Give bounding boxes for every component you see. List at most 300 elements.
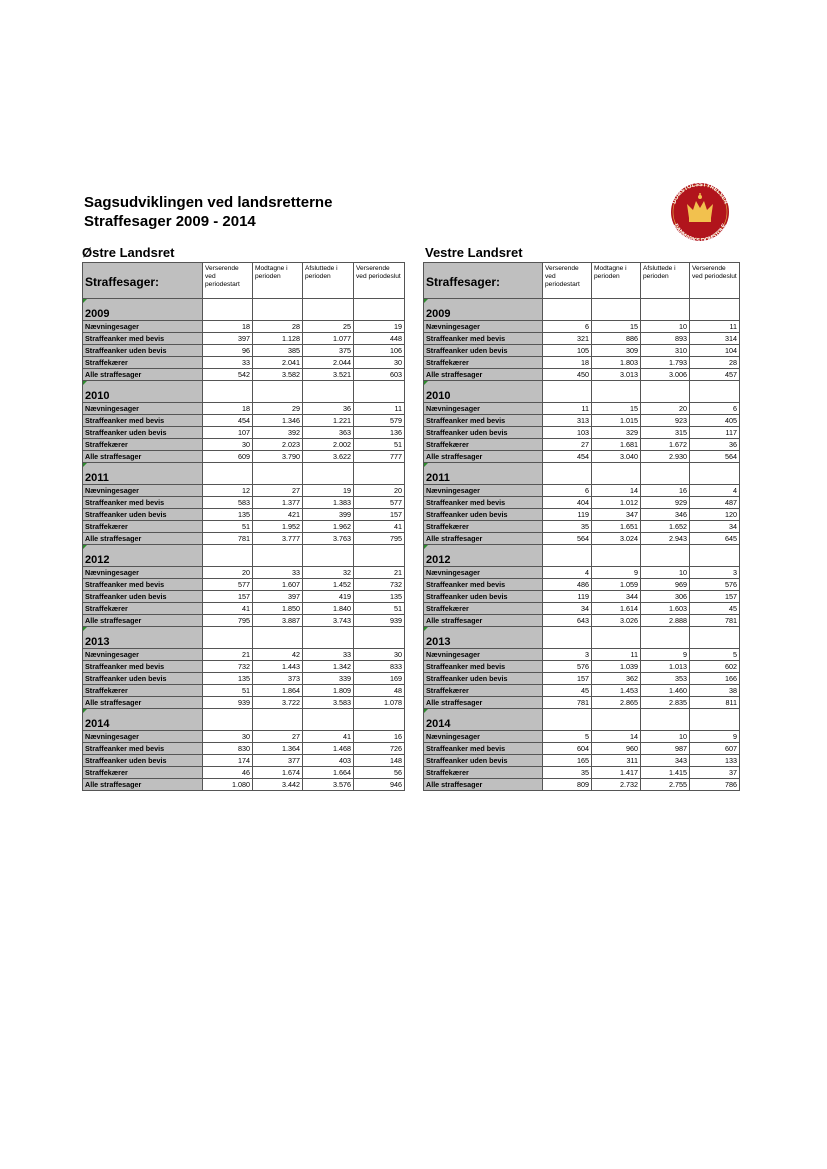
- empty-cell: [592, 463, 641, 485]
- value-cell: 311: [592, 755, 641, 767]
- value-cell: 362: [592, 673, 641, 685]
- value-cell: 1.672: [641, 439, 690, 451]
- value-cell: 20: [354, 485, 405, 497]
- empty-cell: [354, 463, 405, 485]
- year-label: 2009: [83, 299, 203, 321]
- value-cell: 1.664: [303, 767, 354, 779]
- empty-cell: [641, 545, 690, 567]
- value-cell: 27: [253, 731, 303, 743]
- empty-cell: [303, 299, 354, 321]
- value-cell: 329: [592, 427, 641, 439]
- table-row: [424, 685, 740, 697]
- value-cell: 46: [203, 767, 253, 779]
- value-cell: 1.962: [303, 521, 354, 533]
- value-cell: 833: [354, 661, 405, 673]
- value-cell: 6: [543, 321, 592, 333]
- table-row: [424, 697, 740, 709]
- row-label: Nævningesager: [83, 321, 203, 333]
- table-row: [83, 603, 405, 615]
- value-cell: 1.651: [592, 521, 641, 533]
- row-label: Straffekærer: [424, 767, 543, 779]
- empty-cell: [303, 627, 354, 649]
- row-label: Straffekærer: [424, 603, 543, 615]
- empty-cell: [203, 709, 253, 731]
- column-header: Modtagne i perioden: [592, 263, 641, 299]
- value-cell: 1.078: [354, 697, 405, 709]
- table-row: [424, 731, 740, 743]
- value-cell: 106: [354, 345, 405, 357]
- value-cell: 3.442: [253, 779, 303, 791]
- value-cell: 385: [253, 345, 303, 357]
- empty-cell: [253, 709, 303, 731]
- table-row: [83, 615, 405, 627]
- value-cell: 487: [690, 497, 740, 509]
- table-row: [424, 345, 740, 357]
- value-cell: 3.582: [253, 369, 303, 381]
- value-cell: 169: [354, 673, 405, 685]
- value-cell: 1.607: [253, 579, 303, 591]
- value-cell: 3.583: [303, 697, 354, 709]
- value-cell: 1.674: [253, 767, 303, 779]
- value-cell: 5: [543, 731, 592, 743]
- value-cell: 15: [592, 321, 641, 333]
- value-cell: 564: [543, 533, 592, 545]
- value-cell: 1.059: [592, 579, 641, 591]
- value-cell: 929: [641, 497, 690, 509]
- empty-cell: [543, 299, 592, 321]
- value-cell: 6: [690, 403, 740, 415]
- value-cell: 1.864: [253, 685, 303, 697]
- value-cell: 1.417: [592, 767, 641, 779]
- value-cell: 987: [641, 743, 690, 755]
- value-cell: 1.652: [641, 521, 690, 533]
- table-row: [83, 497, 405, 509]
- year-row: [424, 381, 740, 403]
- table-row: [83, 439, 405, 451]
- value-cell: 781: [690, 615, 740, 627]
- value-cell: 604: [543, 743, 592, 755]
- value-cell: 105: [543, 345, 592, 357]
- value-cell: 96: [203, 345, 253, 357]
- value-cell: 1.015: [592, 415, 641, 427]
- value-cell: 14: [592, 485, 641, 497]
- value-cell: 343: [641, 755, 690, 767]
- table-row: [424, 509, 740, 521]
- value-cell: 1.840: [303, 603, 354, 615]
- value-cell: 1.012: [592, 497, 641, 509]
- value-cell: 577: [354, 497, 405, 509]
- value-cell: 3.026: [592, 615, 641, 627]
- value-cell: 51: [354, 439, 405, 451]
- value-cell: 421: [253, 509, 303, 521]
- value-cell: 14: [592, 731, 641, 743]
- empty-cell: [592, 627, 641, 649]
- year-row: [83, 299, 405, 321]
- empty-cell: [303, 709, 354, 731]
- row-label: Straffeanker med bevis: [424, 661, 543, 673]
- table-row: [83, 649, 405, 661]
- empty-cell: [253, 463, 303, 485]
- value-cell: 1.377: [253, 497, 303, 509]
- value-cell: 347: [592, 509, 641, 521]
- value-cell: 732: [354, 579, 405, 591]
- value-cell: 41: [354, 521, 405, 533]
- column-header: Verserende ved periodestart: [203, 263, 253, 299]
- row-label: Straffeanker med bevis: [83, 497, 203, 509]
- row-label: Straffeanker med bevis: [424, 333, 543, 345]
- value-cell: 373: [253, 673, 303, 685]
- table-row: [83, 345, 405, 357]
- value-cell: 33: [203, 357, 253, 369]
- value-cell: 2.023: [253, 439, 303, 451]
- table-row: [83, 579, 405, 591]
- table-row: [424, 533, 740, 545]
- empty-cell: [354, 299, 405, 321]
- value-cell: 310: [641, 345, 690, 357]
- value-cell: 9: [641, 649, 690, 661]
- column-header: Afsluttede i perioden: [641, 263, 690, 299]
- value-cell: 19: [303, 485, 354, 497]
- empty-cell: [203, 299, 253, 321]
- value-cell: 3.040: [592, 451, 641, 463]
- year-label: 2013: [83, 627, 203, 649]
- value-cell: 30: [354, 357, 405, 369]
- value-cell: 795: [203, 615, 253, 627]
- value-cell: 29: [253, 403, 303, 415]
- value-cell: 2.835: [641, 697, 690, 709]
- table-row: [83, 755, 405, 767]
- value-cell: 3.013: [592, 369, 641, 381]
- table-row: [83, 661, 405, 673]
- column-label: Straffesager:: [424, 263, 543, 299]
- row-label: Straffeanker uden bevis: [83, 345, 203, 357]
- year-label: 2013: [424, 627, 543, 649]
- empty-cell: [641, 299, 690, 321]
- value-cell: 939: [354, 615, 405, 627]
- table-row: [83, 369, 405, 381]
- value-cell: 346: [641, 509, 690, 521]
- value-cell: 1.614: [592, 603, 641, 615]
- value-cell: 946: [354, 779, 405, 791]
- value-cell: 41: [303, 731, 354, 743]
- value-cell: 11: [543, 403, 592, 415]
- value-cell: 397: [203, 333, 253, 345]
- value-cell: 51: [354, 603, 405, 615]
- value-cell: 309: [592, 345, 641, 357]
- value-cell: 18: [203, 321, 253, 333]
- row-label: Straffekærer: [83, 685, 203, 697]
- value-cell: 120: [690, 509, 740, 521]
- value-cell: 576: [543, 661, 592, 673]
- value-cell: 157: [203, 591, 253, 603]
- table-row: [424, 755, 740, 767]
- row-label: Alle straffesager: [83, 779, 203, 791]
- row-label: Straffeanker med bevis: [83, 743, 203, 755]
- table-row: [83, 403, 405, 415]
- value-cell: 1.603: [641, 603, 690, 615]
- table-row: [424, 567, 740, 579]
- value-cell: 148: [354, 755, 405, 767]
- value-cell: 34: [690, 521, 740, 533]
- value-cell: 1.468: [303, 743, 354, 755]
- value-cell: 781: [203, 533, 253, 545]
- value-cell: 10: [641, 567, 690, 579]
- value-cell: 830: [203, 743, 253, 755]
- value-cell: 377: [253, 755, 303, 767]
- year-row: [424, 299, 740, 321]
- value-cell: 107: [203, 427, 253, 439]
- value-cell: 795: [354, 533, 405, 545]
- value-cell: 28: [690, 357, 740, 369]
- empty-cell: [354, 627, 405, 649]
- table-row: [424, 321, 740, 333]
- row-label: Nævningesager: [424, 567, 543, 579]
- table-row: [424, 673, 740, 685]
- table-row: [83, 779, 405, 791]
- empty-cell: [543, 627, 592, 649]
- value-cell: 18: [543, 357, 592, 369]
- empty-cell: [303, 463, 354, 485]
- value-cell: 157: [354, 509, 405, 521]
- table-row: [83, 533, 405, 545]
- row-label: Nævningesager: [83, 731, 203, 743]
- value-cell: 48: [354, 685, 405, 697]
- value-cell: 564: [690, 451, 740, 463]
- empty-cell: [592, 299, 641, 321]
- row-label: Alle straffesager: [424, 779, 543, 791]
- row-label: Straffekærer: [424, 685, 543, 697]
- row-label: Straffeanker uden bevis: [83, 591, 203, 603]
- empty-cell: [690, 299, 740, 321]
- row-label: Straffekærer: [83, 439, 203, 451]
- value-cell: 2.044: [303, 357, 354, 369]
- table-row: [424, 333, 740, 345]
- domstolsstyrelsen-seal: [660, 182, 740, 242]
- row-label: Straffeanker uden bevis: [424, 345, 543, 357]
- value-cell: 3.743: [303, 615, 354, 627]
- value-cell: 11: [690, 321, 740, 333]
- value-cell: 454: [203, 415, 253, 427]
- value-cell: 375: [303, 345, 354, 357]
- value-cell: 645: [690, 533, 740, 545]
- empty-cell: [690, 627, 740, 649]
- seal-top-text: DOMSTOLSSTYRELSEN: [671, 182, 729, 205]
- row-label: Alle straffesager: [83, 369, 203, 381]
- value-cell: 117: [690, 427, 740, 439]
- row-label: Straffeanker uden bevis: [83, 509, 203, 521]
- value-cell: 886: [592, 333, 641, 345]
- empty-cell: [203, 381, 253, 403]
- row-label: Nævningesager: [424, 321, 543, 333]
- value-cell: 1.952: [253, 521, 303, 533]
- value-cell: 35: [543, 521, 592, 533]
- row-label: Alle straffesager: [424, 615, 543, 627]
- table-row: [424, 497, 740, 509]
- empty-cell: [354, 545, 405, 567]
- table-row: [424, 369, 740, 381]
- value-cell: 363: [303, 427, 354, 439]
- column-label: Straffesager:: [83, 263, 203, 299]
- year-label: 2014: [83, 709, 203, 731]
- value-cell: 3.521: [303, 369, 354, 381]
- value-cell: 939: [203, 697, 253, 709]
- document-title: [84, 193, 332, 231]
- value-cell: 37: [690, 767, 740, 779]
- value-cell: 1.221: [303, 415, 354, 427]
- value-cell: 165: [543, 755, 592, 767]
- column-header: Verserende ved periodeslut: [354, 263, 405, 299]
- value-cell: 3: [543, 649, 592, 661]
- title-line-2: Straffesager 2009 - 2014: [84, 213, 256, 230]
- table-row: [83, 591, 405, 603]
- value-cell: 9: [690, 731, 740, 743]
- value-cell: 45: [690, 603, 740, 615]
- year-row: [424, 463, 740, 485]
- value-cell: 27: [543, 439, 592, 451]
- table-row: [83, 333, 405, 345]
- value-cell: 2.865: [592, 697, 641, 709]
- table-row: [424, 521, 740, 533]
- row-label: Straffeanker med bevis: [424, 415, 543, 427]
- table-row: [83, 357, 405, 369]
- value-cell: 397: [253, 591, 303, 603]
- value-cell: 3: [690, 567, 740, 579]
- value-cell: 2.888: [641, 615, 690, 627]
- value-cell: 25: [303, 321, 354, 333]
- value-cell: 3.006: [641, 369, 690, 381]
- row-label: Straffeanker med bevis: [83, 333, 203, 345]
- year-label: 2010: [83, 381, 203, 403]
- table-row: [424, 661, 740, 673]
- empty-cell: [303, 381, 354, 403]
- row-label: Nævningesager: [424, 731, 543, 743]
- value-cell: 392: [253, 427, 303, 439]
- empty-cell: [203, 463, 253, 485]
- value-cell: 2.755: [641, 779, 690, 791]
- value-cell: 157: [690, 591, 740, 603]
- value-cell: 1.681: [592, 439, 641, 451]
- row-label: Straffeanker uden bevis: [83, 755, 203, 767]
- value-cell: 1.077: [303, 333, 354, 345]
- table-row: [83, 415, 405, 427]
- value-cell: 3.790: [253, 451, 303, 463]
- table-row: [424, 357, 740, 369]
- value-cell: 1.013: [641, 661, 690, 673]
- empty-cell: [203, 627, 253, 649]
- year-row: [83, 545, 405, 567]
- row-label: Straffeanker uden bevis: [424, 673, 543, 685]
- table-row: [424, 451, 740, 463]
- empty-cell: [543, 709, 592, 731]
- value-cell: 419: [303, 591, 354, 603]
- table-row: [83, 427, 405, 439]
- year-row: [424, 545, 740, 567]
- value-cell: 9: [592, 567, 641, 579]
- table-row: [424, 591, 740, 603]
- empty-cell: [354, 709, 405, 731]
- row-label: Nævningesager: [424, 485, 543, 497]
- value-cell: 576: [690, 579, 740, 591]
- empty-cell: [543, 463, 592, 485]
- value-cell: 19: [354, 321, 405, 333]
- value-cell: 3.763: [303, 533, 354, 545]
- table-row: [83, 509, 405, 521]
- value-cell: 30: [203, 439, 253, 451]
- year-label: 2011: [424, 463, 543, 485]
- value-cell: 321: [543, 333, 592, 345]
- value-cell: 12: [203, 485, 253, 497]
- header-row: [424, 263, 740, 299]
- row-label: Straffeanker uden bevis: [424, 509, 543, 521]
- value-cell: 969: [641, 579, 690, 591]
- row-label: Alle straffesager: [83, 615, 203, 627]
- value-cell: 16: [641, 485, 690, 497]
- empty-cell: [592, 545, 641, 567]
- value-cell: 450: [543, 369, 592, 381]
- year-row: [424, 709, 740, 731]
- value-cell: 609: [203, 451, 253, 463]
- empty-cell: [641, 463, 690, 485]
- ostre-landsret-table: [82, 262, 405, 791]
- value-cell: 119: [543, 509, 592, 521]
- ostre-landsret-heading: Østre Landsret: [82, 245, 175, 260]
- value-cell: 2.002: [303, 439, 354, 451]
- row-label: Alle straffesager: [424, 451, 543, 463]
- value-cell: 923: [641, 415, 690, 427]
- value-cell: 811: [690, 697, 740, 709]
- value-cell: 1.342: [303, 661, 354, 673]
- value-cell: 893: [641, 333, 690, 345]
- row-label: Straffeanker uden bevis: [424, 755, 543, 767]
- value-cell: 133: [690, 755, 740, 767]
- value-cell: 602: [690, 661, 740, 673]
- row-label: Straffeanker med bevis: [424, 579, 543, 591]
- value-cell: 542: [203, 369, 253, 381]
- empty-cell: [354, 381, 405, 403]
- value-cell: 3.777: [253, 533, 303, 545]
- table-row: [83, 697, 405, 709]
- value-cell: 1.443: [253, 661, 303, 673]
- value-cell: 1.415: [641, 767, 690, 779]
- empty-cell: [203, 545, 253, 567]
- empty-cell: [253, 545, 303, 567]
- value-cell: 6: [543, 485, 592, 497]
- title-line-1: Sagsudviklingen ved landsretterne: [84, 194, 333, 211]
- value-cell: 2.930: [641, 451, 690, 463]
- row-label: Straffeanker med bevis: [83, 661, 203, 673]
- value-cell: 3.887: [253, 615, 303, 627]
- row-label: Alle straffesager: [424, 369, 543, 381]
- value-cell: 1.803: [592, 357, 641, 369]
- row-label: Straffekærer: [83, 357, 203, 369]
- year-label: 2010: [424, 381, 543, 403]
- table-row: [424, 415, 740, 427]
- value-cell: 577: [203, 579, 253, 591]
- value-cell: 405: [690, 415, 740, 427]
- value-cell: 1.809: [303, 685, 354, 697]
- value-cell: 33: [303, 649, 354, 661]
- year-label: 2012: [83, 545, 203, 567]
- value-cell: 583: [203, 497, 253, 509]
- table-row: [83, 743, 405, 755]
- value-cell: 135: [203, 673, 253, 685]
- value-cell: 10: [641, 321, 690, 333]
- value-cell: 306: [641, 591, 690, 603]
- table-row: [424, 743, 740, 755]
- table-row: [83, 521, 405, 533]
- value-cell: 1.080: [203, 779, 253, 791]
- value-cell: 4: [543, 567, 592, 579]
